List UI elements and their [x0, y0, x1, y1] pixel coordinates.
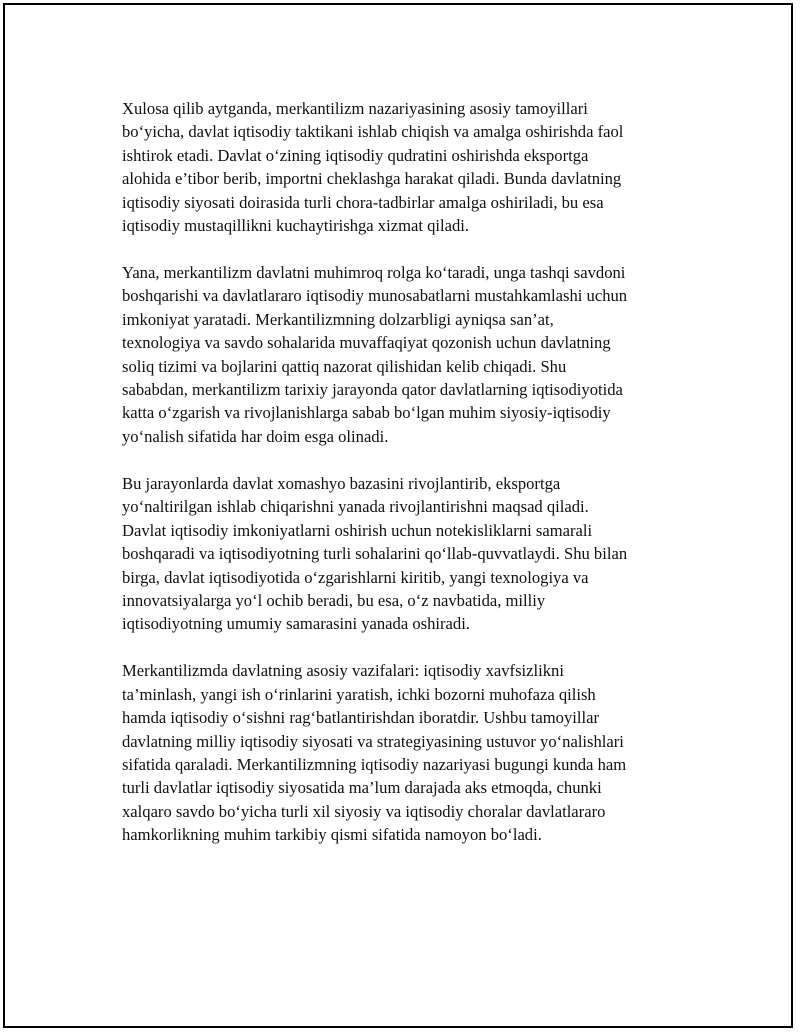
text-line: boshqaradi va iqtisodiyotning turli sohalarini qo‘llab-quvvatlaydi. Shu bilan	[122, 544, 628, 564]
text-line: Yana, merkantilizm davlatni muhimroq rolga ko‘taradi, unga tashqi savdoni	[122, 263, 626, 283]
text-line: boshqarishi va davlatlararo iqtisodiy munosabatlarni mustahkamlashi uchun	[122, 286, 628, 306]
text-line: sababdan, merkantilizm tarixiy jarayonda qator davlatlarning iqtisodiyotida	[122, 380, 623, 400]
text-line: iqtisodiy siyosati doirasida turli chora-tadbirlar amalga oshiriladi, bu esa	[122, 192, 604, 212]
text-line: Merkantilizmda davlatning asosiy vazifalari: iqtisodiy xavfsizlikni	[122, 661, 564, 681]
text-line: birga, davlat iqtisodiyotida o‘zgarishlarni kiritib, yangi texnologiya va	[122, 567, 589, 587]
text-line: Bu jarayonlarda davlat xomashyo bazasini rivojlantirib, eksportga	[122, 473, 561, 493]
text-line: davlatning milliy iqtisodiy siyosati va strategiyasining ustuvor yo‘nalishlari	[122, 731, 624, 751]
text-line: ta’minlash, yangi ish o‘rinlarini yaratish, ichki bozorni muhofaza qilish	[122, 684, 596, 704]
text-line: imkoniyat yaratadi. Merkantilizmning dolzarbligi ayniqsa san’at,	[122, 309, 554, 329]
text-line: iqtisodiyotning umumiy samarasini yanada oshiradi.	[122, 614, 470, 634]
text-line: alohida e’tibor berib, importni cheklashga harakat qiladi. Bunda davlatning	[122, 169, 622, 189]
document-page	[3, 3, 793, 1028]
text-line: innovatsiyalarga yo‘l ochib beradi, bu esa, o‘z navbatida, milliy	[122, 590, 546, 610]
text-line: bo‘yicha, davlat iqtisodiy taktikani ishlab chiqish va amalga oshirishda faol	[122, 122, 624, 142]
text-line: Davlat iqtisodiy imkoniyatlarni oshirish uchun notekisliklarni samarali	[122, 520, 593, 540]
paragraph-4	[122, 659, 702, 846]
text-line: soliq tizimi va bojlarini qattiq nazorat qilishidan kelib chiqadi. Shu	[122, 356, 567, 376]
text-line: hamda iqtisodiy o‘sishni rag‘batlantirishdan iboratdir. Ushbu tamoyillar	[122, 708, 599, 728]
text-line: yo‘nalish sifatida har doim esga olinadi.	[122, 426, 389, 446]
paragraph-1	[122, 97, 702, 237]
text-line: katta o‘zgarish va rivojlanishlarga sabab bo‘lgan muhim siyosiy-iqtisodiy	[122, 403, 611, 423]
text-line: iqtisodiy mustaqillikni kuchaytirishga xizmat qiladi.	[122, 216, 470, 236]
text-line: yo‘naltirilgan ishlab chiqarishni yanada rivojlantirishni maqsad qiladi.	[122, 497, 589, 517]
text-line: hamkorlikning muhim tarkibiy qismi sifatida namoyon bo‘ladi.	[122, 825, 542, 845]
text-line: texnologiya va savdo sohalarida muvaffaqiyat qozonish uchun davlatning	[122, 333, 611, 353]
text-line: Xulosa qilib aytganda, merkantilizm nazariyasining asosiy tamoyillari	[122, 99, 588, 118]
document-body	[122, 97, 702, 870]
paragraph-2	[122, 261, 702, 448]
text-line: xalqaro savdo bo‘yicha turli xil siyosiy va iqtisodiy choralar davlatlararo	[122, 801, 606, 821]
text-line: turli davlatlar iqtisodiy siyosatida ma’lum darajada aks etmoqda, chunki	[122, 778, 602, 798]
paragraph-3	[122, 472, 702, 636]
text-line: sifatida qaraladi. Merkantilizmning iqtisodiy nazariyasi bugungi kunda ham	[122, 754, 627, 774]
text-line: ishtirok etadi. Davlat o‘zining iqtisodiy qudratini oshirishda eksportga	[122, 145, 589, 165]
